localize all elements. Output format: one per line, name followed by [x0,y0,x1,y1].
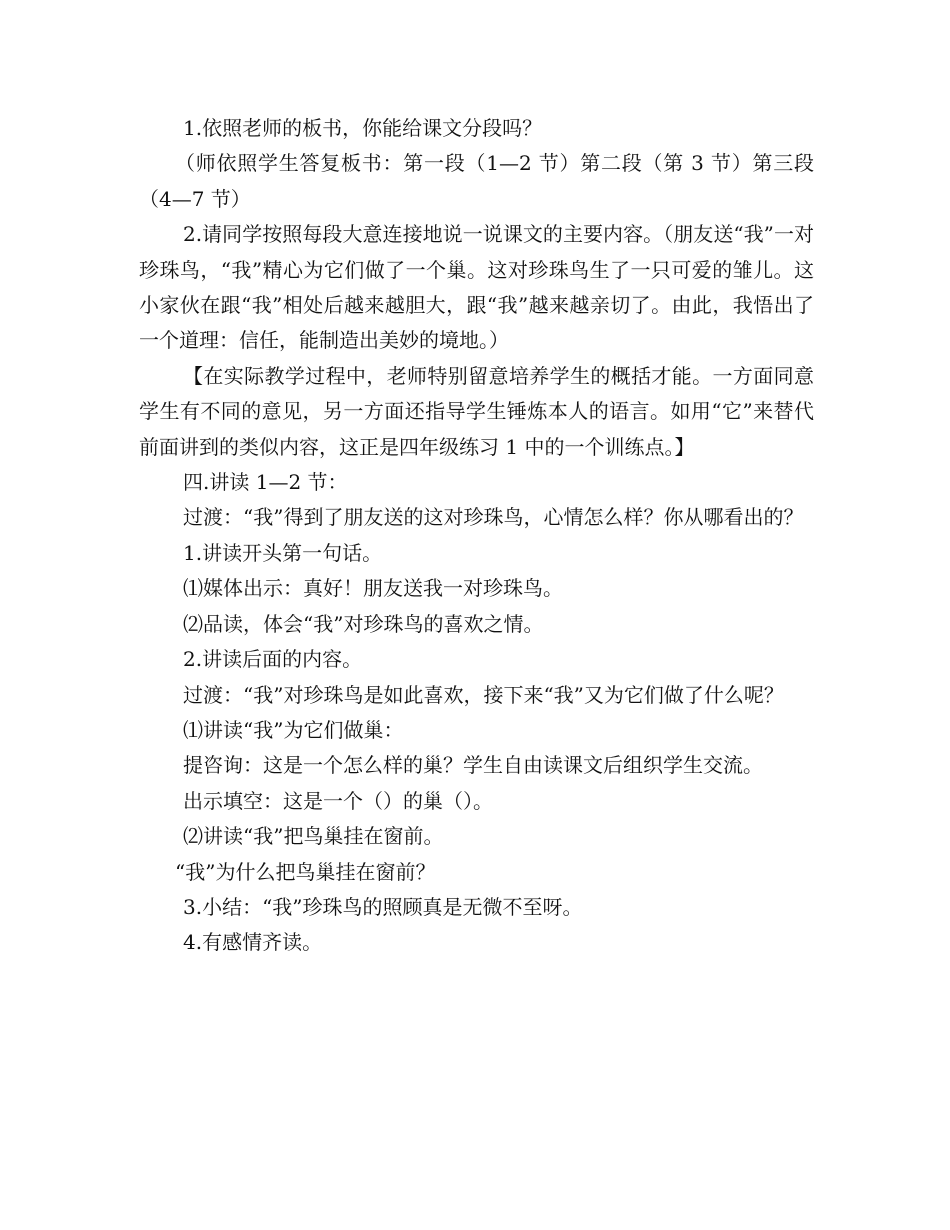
paragraph-question-1: 1.依照老师的板书，你能给课文分段吗？ [183,116,543,140]
paragraph-teaching-note: 【在实际教学过程中，老师特别留意培养学生的概括才能。一方面同意学生有不同的意见，另一方面还指导学生锤炼本人的语言。如用“它”来替代前面讲到的类似内容，这正是四年级练习 1 中的一个训练点。】 [139,363,814,459]
paragraph-blackboard-notes: （师依照学生答复板书：第一段（1—2 节）第二段（第 3 节）第三段（4—7 节） [139,151,814,211]
paragraph-step-2-b: ⑵讲读“我”把鸟巢挂在窗前。 [183,824,444,849]
paragraph-summary: 2.请同学按照每段大意连接地说一说课文的主要内容。（朋友送“我”一对珍珠鸟，“我”精心为它们做了一个巢。这对珍珠鸟生了一只可爱的雏儿。这小家伙在跟“我”相处后越来越胆大，跟“我”越来越亲切了。由此，我悟出了一个道理：信任，能制造出美妙的境地。） [139,222,814,353]
paragraph-question-window: “我”为什么把鸟巢挂在窗前？ [175,859,436,884]
paragraph-step-1-b: ⑵品读，体会“我”对珍珠鸟的喜欢之情。 [183,611,544,636]
paragraph-step-1-a: ⑴媒体出示：真好！朋友送我一对珍珠鸟。 [183,576,563,601]
paragraph-step-3: 3.小结：“我”珍珠鸟的照顾真是无微不至呀。 [183,894,583,919]
section-heading-4: 四.讲读 1—2 节： [183,470,348,495]
paragraph-step-2-a: ⑴讲读“我”为它们做巢： [183,717,404,742]
paragraph-step-2: 2.讲读后面的内容。 [183,647,363,672]
paragraph-question-nest: 提咨询：这是一个怎么样的巢？学生自由读课文后组织学生交流。 [183,753,763,778]
paragraph-step-4: 4.有感情齐读。 [183,930,323,955]
paragraph-transition-1: 过渡：“我”得到了朋友送的这对珍珠鸟，心情怎么样？你从哪看出的？ [183,505,804,530]
paragraph-fill-blank: 出示填空：这是一个（）的巢（）。 [183,788,493,813]
paragraph-transition-2: 过渡：“我”对珍珠鸟是如此喜欢，接下来“我”又为它们做了什么呢？ [183,682,784,707]
paragraph-step-1: 1.讲读开头第一句话。 [183,540,383,565]
document-body [139,111,814,961]
